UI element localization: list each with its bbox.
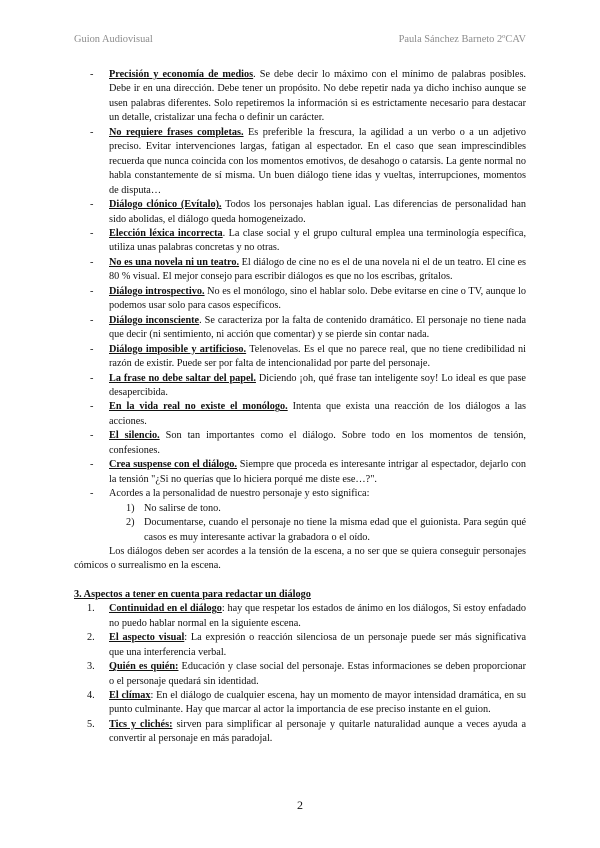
section-heading: 3. Aspectos a tener en cuenta para redactar un diálogo <box>74 588 311 600</box>
list-item <box>74 285 526 314</box>
item-text: Es preferible la frescura, la agilidad a un verbo o a un adjetivo preciso. Evitar intervenciones largas, fatigan al espectador. En el caso que sean imprescindibles recuerda que nunca coincida con los momentos emotivos, de desahogo o catarsis. La gente normal no habla constantemente de sí misma. Un buen diálogo tiene idas y vueltas, interrupciones, momentos de disputa… <box>109 126 527 196</box>
item-text: . Se caracteriza por la falta de contenido dramático. El personaje no tiene nada que decir (ni sentimiento, ni acción que comentar) y se pierde sin contar nada. <box>109 314 526 341</box>
item-term: Continuidad en el diálogo <box>109 603 222 615</box>
header-course-title: Guion Audiovisual <box>74 34 153 45</box>
item-term: Crea suspense con el diálogo. <box>109 459 237 471</box>
item-number: 3. <box>87 661 95 673</box>
list-item <box>74 400 526 429</box>
sublist-text: Documentarse, cuando el personaje no tiene la misma edad que el guionista. Para según qué casos es muy interesante activar la grabadora o el oído. <box>144 517 526 543</box>
item-text: : hay que respetar los estados de ánimo en los diálogos, Si estoy enfadado no puedo hablar normal en la siguiente escena. <box>109 603 526 629</box>
sublist-text: No salirse de tono. <box>144 502 221 514</box>
item-text: Todos los personajes hablan igual. Las diferencias de personalidad han sido abolidas, el diálogo queda homogeneizado. <box>109 199 526 225</box>
list-item <box>74 198 526 227</box>
personality-sublist <box>74 502 526 545</box>
list-item <box>74 126 526 198</box>
item-term: Elección léxica incorrecta <box>109 227 223 239</box>
item-number: 2. <box>87 632 95 644</box>
item-term: No es una novela ni un teatro. <box>109 256 240 268</box>
item-text: Telenovelas. Es el que no parece real, que no tiene credibilidad ni razón de existir. Puede ser por falta de intencionalidad por parte del personaje. <box>109 343 526 370</box>
page-number: 2 <box>297 798 303 812</box>
item-text: No es el monólogo, sino el hablar solo. Debe evitarse en cine o TV, aunque lo podemos usar solo para casos específicos. <box>109 285 526 312</box>
list-item <box>74 429 526 458</box>
list-item <box>74 372 526 401</box>
list-item <box>74 314 526 343</box>
item-text: Siempre que proceda es interesante intrigar al espectador, dejarlo con la tensión "¿Si no querías que lo hiciera porqué me diste ese…?". <box>109 459 527 485</box>
item-term: Precisión y economía de medios <box>109 69 254 80</box>
list-item <box>74 68 526 126</box>
item-term: El clímax <box>109 690 151 702</box>
item-number: 5. <box>87 718 95 730</box>
item-term: En la vida real no existe el monólogo. <box>109 401 288 413</box>
item-number: 1. <box>87 603 95 615</box>
item-term: Diálogo clónico (Evítalo). <box>109 199 222 211</box>
item-term: Diálogo introspectivo. <box>109 285 205 297</box>
item-term: No requiere frases completas. <box>109 126 244 138</box>
item-text: Educación y clase social del personaje. Estas informaciones se deben proporcionar o el personaje quedará sin identidad. <box>109 661 526 687</box>
page-header <box>74 34 526 48</box>
list-item <box>74 487 526 545</box>
item-term: El silencio. <box>109 430 160 442</box>
item-number: 4. <box>87 690 95 702</box>
item-term: Quién es quién: <box>109 661 179 673</box>
item-text: Intenta que exista una reacción de los diálogos a las acciones. <box>109 401 527 427</box>
item-text: Acordes a la personalidad de nuestro personaje y esto significa: <box>109 488 370 500</box>
sublist-number: 2) <box>126 517 135 529</box>
list-item <box>74 256 526 285</box>
item-text: : En el diálogo de cualquier escena, hay un momento de mayor intensidad dramática, en su punto culminante. Hay que marcar al actor la importancia de ese preciso instante en el guion. <box>109 690 526 716</box>
item-text: : La expresión o reacción silenciosa de un personaje puede ser más significativa que una interferencia verbal. <box>109 632 526 658</box>
item-term: El aspecto visual <box>109 632 185 644</box>
item-text: El diálogo de cine no es el de una novela ni el de un teatro. El cine es 80 % visual. El mejor consejo para escribir diálogos es que no los escribas, grítalos. <box>109 256 526 283</box>
list-item <box>74 343 526 372</box>
numbered-item <box>74 718 526 747</box>
closing-paragraph: Los diálogos deben ser acordes a la tensión de la escena, a no ser que se quiera conseguir personajes cómicos o surrealismo en la escena. <box>74 545 526 572</box>
item-text: Diciendo ¡oh, qué frase tan inteligente soy! Lo ideal es que pase desapercibida. <box>109 372 526 398</box>
item-text: sirven para simplificar al personaje y quitarle naturalidad aunque a veces ayuda a convertir al personaje en más paradojal. <box>109 718 526 745</box>
item-term: Diálogo inconsciente <box>109 314 200 326</box>
spacer <box>74 574 526 588</box>
document-body <box>74 68 526 747</box>
sublist-item <box>74 516 526 545</box>
item-text: . La clase social y el grupo cultural emplea una terminología específica, utiliza unas palabras concretas y no otras. <box>109 227 527 254</box>
item-term: Tics y clichés: <box>109 718 173 730</box>
item-text: . Se debe decir lo máximo con el mínimo de palabras posibles. Debe ir en una dirección. Debe tener un propósito. No debe repetir nada ya dicho inchiso aunque se usen palabras diferentes. Solo repetiremos la información si es estrictamente necesario para destacar un detalle, cristalizar una fecha o definir un carácter. <box>109 69 526 124</box>
item-text: Son tan importantes como el diálogo. Sobre todo en los momentos de tensión, confesiones. <box>109 430 526 456</box>
numbered-item <box>74 602 526 631</box>
list-item <box>74 458 526 487</box>
aspects-list <box>74 602 526 747</box>
item-term: La frase no debe saltar del papel. <box>109 372 256 384</box>
numbered-item <box>74 631 526 660</box>
list-item <box>74 227 526 256</box>
header-author: Paula Sánchez Barneto 2ºCAV <box>398 34 526 45</box>
numbered-item <box>74 689 526 718</box>
sublist-item <box>74 502 526 516</box>
item-term: Diálogo imposible y artificioso. <box>109 343 247 355</box>
sublist-number: 1) <box>126 502 135 514</box>
numbered-item <box>74 660 526 689</box>
dialogue-tips-list <box>74 68 526 545</box>
